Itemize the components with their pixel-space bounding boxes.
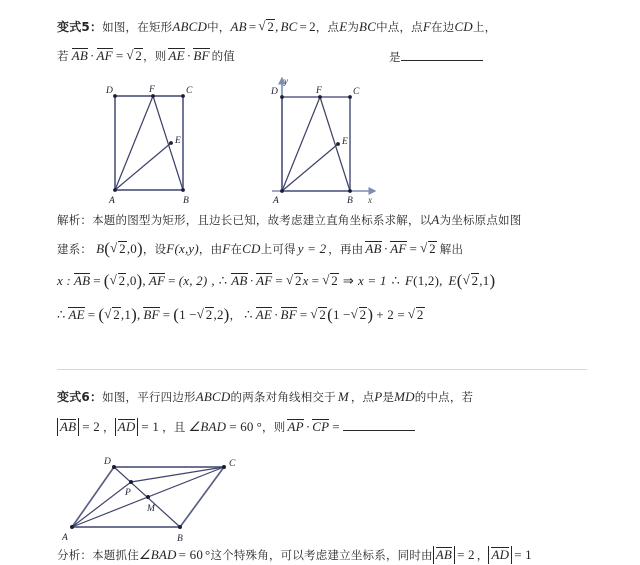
figure2-label-F: F bbox=[316, 86, 322, 96]
problem5-point-e: E bbox=[339, 19, 348, 34]
problem6-l1-b: 的两条对角线相交于 bbox=[230, 390, 336, 404]
section-divider bbox=[57, 369, 587, 370]
solution5-l3-dot: · bbox=[249, 273, 255, 288]
problem6-l1-a: 如图，平行四边形 bbox=[102, 390, 196, 404]
solution5-l3-vec-ab: AB bbox=[73, 273, 91, 288]
figure2-container bbox=[262, 73, 387, 208]
figure1-rectangle-abcd bbox=[95, 82, 215, 207]
edge-DA-3 bbox=[72, 467, 114, 527]
solution5-line4: ∴ AE = ( √ 2 , 1 ) , BF = ( 1 − √ 2 , 2 ) ， ∴ AE · BF = √ 2 ( 1 − √ 2 ) + 2 = √ 2 bbox=[57, 306, 425, 324]
therefore-1: ∴ bbox=[218, 273, 228, 288]
solution5-l4-final-psqrt: √ 2 bbox=[351, 307, 368, 323]
solution5-b-comma: , bbox=[126, 241, 131, 256]
problem6-comma1: ， bbox=[102, 420, 115, 434]
solution5-line2: 建系： B ( √ 2 , 0 ) ，设 F (x,y) ，由 F 在 CD 上可得 y = 2 ，再由 AB · AF = √ 2 解出 bbox=[57, 240, 463, 258]
solution5-vec-ab: AB bbox=[365, 241, 382, 256]
problem6-line2 bbox=[57, 418, 415, 436]
solution5-l4-bf-second: 2 bbox=[216, 307, 224, 322]
problem6-l1-d: 是 bbox=[382, 390, 395, 404]
analysis6-eq: = 60 bbox=[178, 547, 204, 562]
problem6-lead: 变式6： bbox=[57, 390, 103, 404]
solution5-l3-eq3: = bbox=[275, 273, 283, 288]
solution5-l4-eq2: = bbox=[162, 307, 171, 322]
solution5-line1 bbox=[57, 211, 521, 229]
solution5-l4-comma: , bbox=[136, 307, 141, 322]
solution5-l4-bf-comma: , bbox=[213, 307, 217, 322]
problem6-comma3: ，则 bbox=[262, 420, 286, 434]
problem5-line1 bbox=[57, 18, 496, 36]
figure1-label-F: F bbox=[149, 85, 155, 95]
problem5-text-g: 上， bbox=[472, 20, 497, 34]
figure1-label-B: B bbox=[183, 196, 189, 206]
solution5-lead: 解析： bbox=[57, 213, 93, 227]
problem5-comma1: , bbox=[275, 19, 279, 34]
solution5-l4-final-sqrt: √ 2 bbox=[310, 307, 327, 323]
figure3-container bbox=[62, 455, 247, 545]
solution5-b-sqrt: √ 2 bbox=[110, 241, 127, 257]
solution5-l4-dot: · bbox=[274, 307, 279, 322]
solution5-var-a: A bbox=[431, 212, 440, 227]
problem6-comma2: ，且 bbox=[162, 420, 186, 434]
figure1-label-D: D bbox=[106, 86, 113, 96]
figure3-label-B: B bbox=[177, 534, 183, 544]
y-axis-label: y bbox=[284, 76, 288, 86]
therefore-4: ∴ bbox=[244, 307, 253, 322]
dot-operator-2: · bbox=[186, 48, 192, 63]
vector-ab: AB bbox=[71, 48, 88, 63]
abs-ab: AB bbox=[57, 418, 79, 436]
solution5-l4-ae-second: 1 bbox=[124, 307, 132, 322]
solution5-l4-eq1: = bbox=[87, 307, 96, 322]
problem5-text-e: 中点，点 bbox=[376, 20, 423, 34]
problem5-l2-prefix: 若 bbox=[57, 49, 69, 63]
solution5-l4-final-plus: + 2 = bbox=[376, 307, 405, 322]
solution5-l4-bf-sqrt: √ 2 bbox=[197, 307, 214, 323]
solution5-l4-vec-bf: BF bbox=[143, 307, 160, 322]
answer-label-5: 是 bbox=[389, 50, 401, 64]
analysis6-abs-ab: AB bbox=[433, 546, 455, 564]
problem5-eq1: = bbox=[248, 19, 257, 34]
solution5-l4-comma2: ， bbox=[229, 308, 242, 322]
solution5-x-colon: x : bbox=[57, 273, 71, 288]
solution5-l3-eq2: = bbox=[168, 273, 176, 288]
edge-AE bbox=[115, 143, 171, 190]
answer-blank-6[interactable] bbox=[343, 419, 415, 431]
vector-bf: BF bbox=[193, 48, 210, 63]
problem5-l2-suffix: 的值 bbox=[211, 49, 236, 63]
degree-sign-2: ° bbox=[205, 547, 211, 562]
solution5-l3-comma: , bbox=[142, 273, 146, 288]
segment-AP bbox=[72, 482, 131, 527]
problem6-l1-c: ，点 bbox=[350, 390, 375, 404]
solution5-l3-eq1: = bbox=[93, 273, 101, 288]
solution5-l2-g: 解出 bbox=[439, 242, 464, 256]
figure1-container bbox=[95, 82, 215, 207]
problem5-point-f: F bbox=[422, 19, 432, 34]
problem6-angle: ∠BAD bbox=[188, 419, 227, 434]
figure3-label-A: A bbox=[62, 533, 68, 543]
vector-ap: AP bbox=[287, 419, 304, 434]
problem5-text-f: 在边 bbox=[431, 20, 455, 34]
answer-blank-5[interactable] bbox=[401, 49, 483, 61]
solution5-l3-e-second: 1 bbox=[482, 273, 490, 288]
problem5-lead: 变式5： bbox=[57, 20, 103, 34]
problem5-l2-mid: ，则 bbox=[143, 49, 167, 63]
problem5-bc-value: 2 bbox=[309, 19, 316, 34]
figure2-label-D: D bbox=[271, 87, 278, 97]
solution5-l4-ae-comma: , bbox=[120, 307, 125, 322]
figure2-label-E: E bbox=[342, 137, 348, 147]
solution5-l4-vec-ae2: AE bbox=[255, 307, 273, 322]
solution5-f-point: F bbox=[166, 241, 175, 256]
analysis6-a: 本题抓住 bbox=[92, 548, 139, 562]
solution5-dot: · bbox=[383, 241, 389, 256]
solution5-l2-eq: = bbox=[409, 241, 418, 256]
solution5-cd: CD bbox=[242, 241, 261, 256]
solution5-b-second: 0 bbox=[130, 241, 137, 256]
solution5-l4-final-a: 1 − bbox=[332, 307, 351, 322]
analysis6-lead: 分析： bbox=[57, 548, 93, 562]
problem5-l2-sqrt: √ 2 bbox=[126, 48, 143, 64]
analysis6-b: 这个特殊角，可以考虑建立坐标系，同时由 bbox=[210, 548, 433, 562]
figure2-rectangle-with-axes bbox=[262, 73, 387, 208]
solution5-l3-e-sqrt: √ 2 bbox=[463, 273, 480, 289]
solution5-l2-sqrt: √ 2 bbox=[420, 241, 437, 257]
solution5-l3-vec-ab2: AB bbox=[231, 273, 248, 288]
solution5-l2-b: ，设 bbox=[142, 242, 167, 256]
abs-ad: AD bbox=[115, 418, 139, 436]
problem5-l2-eq: = bbox=[115, 48, 124, 63]
problem5-ab-sqrt: √ 2 bbox=[258, 19, 275, 35]
problem6-md: MD bbox=[394, 389, 415, 404]
problem5-eq2: = bbox=[299, 19, 308, 34]
figure3-label-P: P bbox=[125, 488, 131, 498]
figure2-label-C: C bbox=[353, 87, 360, 97]
solution5-y-eq: y = 2 bbox=[297, 241, 327, 256]
solution5-l3-f-coords: (1,2) bbox=[413, 273, 440, 288]
problem6-line1 bbox=[57, 388, 473, 406]
problem6-eq3: = 60 bbox=[229, 419, 254, 434]
implies-arrow: ⇒ bbox=[342, 273, 354, 288]
solution5-l3-comma-b: , bbox=[211, 273, 215, 288]
solution5-l3-vec-af: AF bbox=[148, 273, 166, 288]
therefore-2: ∴ bbox=[391, 273, 401, 288]
problem5-text-d: 为 bbox=[347, 20, 360, 34]
problem5-ab-name: AB bbox=[230, 19, 247, 34]
solution5-l4-eq3: = bbox=[299, 307, 308, 322]
solution5-l3-vec-af2: AF bbox=[256, 273, 273, 288]
x-axis-label: x bbox=[368, 195, 372, 205]
problem5-seg-bc: BC bbox=[359, 19, 377, 34]
problem5-line2 bbox=[57, 47, 235, 65]
solution5-l3-f-label: F bbox=[405, 273, 414, 288]
problem5-bc-name: BC bbox=[280, 19, 298, 34]
solution5-l3-e-label: E bbox=[448, 273, 457, 288]
problem5-text-a: 如图，在矩形 bbox=[102, 20, 173, 34]
figure2-label-B: B bbox=[347, 196, 353, 206]
therefore-3: ∴ bbox=[57, 307, 66, 322]
problem5-answer-group bbox=[389, 48, 483, 66]
analysis6-eq-ad: = 1 bbox=[514, 547, 532, 562]
solution5-l4-ae-sqrt: √ 2 bbox=[104, 307, 121, 323]
figure3-parallelogram-abcd bbox=[62, 455, 247, 545]
figure2-label-A: A bbox=[273, 196, 279, 206]
solution5-l3-res-x: x bbox=[302, 273, 309, 288]
solution5-line3: x : AB = ( √ 2 , 0 ) , AF = (x, 2) , ∴ AB · AF = √ 2 x = √ 2 ⇒ x = 1 ∴ F (1,2) , E ( √ 2 , 1 ) bbox=[57, 272, 495, 290]
problem6-m-point: M bbox=[337, 389, 349, 404]
solution5-l4-vec-bf2: BF bbox=[280, 307, 297, 322]
solution5-vec-af: AF bbox=[390, 241, 407, 256]
solution5-l3-res-sqrt: √ 2 bbox=[286, 273, 303, 289]
degree-sign-1: ° bbox=[256, 419, 263, 434]
problem6-dot: · bbox=[305, 419, 311, 434]
solution5-l3-x-val: x = 1 bbox=[357, 273, 387, 288]
problem6-eq2: = 1 bbox=[141, 419, 160, 434]
analysis6-eq-ab: = 2 bbox=[457, 547, 475, 562]
solution5-l4-bf-first: 1 − bbox=[179, 307, 197, 322]
analysis6-line bbox=[57, 546, 534, 564]
solution5-l1-b: 为坐标原点如图 bbox=[439, 213, 522, 227]
solution5-f-name: F bbox=[222, 241, 231, 256]
solution5-l4-vec-ae: AE bbox=[68, 307, 85, 322]
analysis6-angle: ∠BAD bbox=[138, 547, 177, 562]
figure1-label-E: E bbox=[175, 136, 181, 146]
edge-AE-2 bbox=[282, 144, 338, 191]
problem5-seg-cd: CD bbox=[454, 19, 473, 34]
problem5-rect-name: ABCD bbox=[172, 19, 208, 34]
solution5-l2-e: 上可得 bbox=[260, 242, 296, 256]
dot-operator: · bbox=[90, 48, 95, 63]
solution5-l3-e-comma: , bbox=[479, 273, 483, 288]
analysis6-abs-ad: AD bbox=[488, 546, 512, 564]
figure3-label-C: C bbox=[229, 459, 236, 469]
solution5-l3-af-coord: (x, 2) bbox=[178, 273, 208, 288]
edge-AF-2 bbox=[282, 97, 320, 191]
problem5-text-b: 中， bbox=[207, 20, 231, 34]
solution5-f-args: (x,y) bbox=[174, 241, 199, 256]
problem6-l1-e: 的中点，若 bbox=[414, 390, 474, 404]
problem6-p-point: P bbox=[374, 389, 383, 404]
solution5-l2-d: 在 bbox=[230, 242, 243, 256]
analysis6-comma: ， bbox=[476, 548, 489, 562]
solution5-l3-ab-sqrt: √ 2 bbox=[110, 273, 127, 289]
solution5-l4-final-res: √ 2 bbox=[408, 307, 425, 323]
problem6-name: ABCD bbox=[195, 389, 231, 404]
solution5-l3-ab-comma: , bbox=[126, 273, 130, 288]
solution5-l2-c: ，由 bbox=[198, 242, 223, 256]
solution5-l1-a: 本题的图型为矩形，且边长已知，故考虑建立直角坐标系求解，以 bbox=[92, 213, 432, 227]
solution5-b-point: B bbox=[96, 241, 105, 256]
vector-af: AF bbox=[96, 48, 113, 63]
figure1-label-A: A bbox=[109, 196, 115, 206]
vector-cp: CP bbox=[312, 419, 330, 434]
solution5-l3-eq4: = bbox=[311, 273, 320, 288]
problem6-eq1: = 2 bbox=[82, 419, 100, 434]
figure3-label-D: D bbox=[104, 457, 111, 467]
solution5-l3-comma2: , bbox=[439, 273, 443, 288]
solution5-l2-f: ，再由 bbox=[328, 242, 364, 256]
problem5-text-c: ，点 bbox=[315, 20, 340, 34]
solution5-l2-a: 建系： bbox=[57, 242, 93, 256]
problem6-eq4: = bbox=[332, 419, 340, 434]
solution5-l3-ab-second: 0 bbox=[129, 273, 137, 288]
figure3-label-M: M bbox=[147, 504, 155, 514]
segment-CP bbox=[131, 467, 224, 482]
figure1-label-C: C bbox=[186, 86, 193, 96]
vector-ae: AE bbox=[168, 48, 185, 63]
solution5-l3-res-sqrt2: √ 2 bbox=[322, 273, 339, 289]
edge-AF bbox=[115, 96, 153, 190]
